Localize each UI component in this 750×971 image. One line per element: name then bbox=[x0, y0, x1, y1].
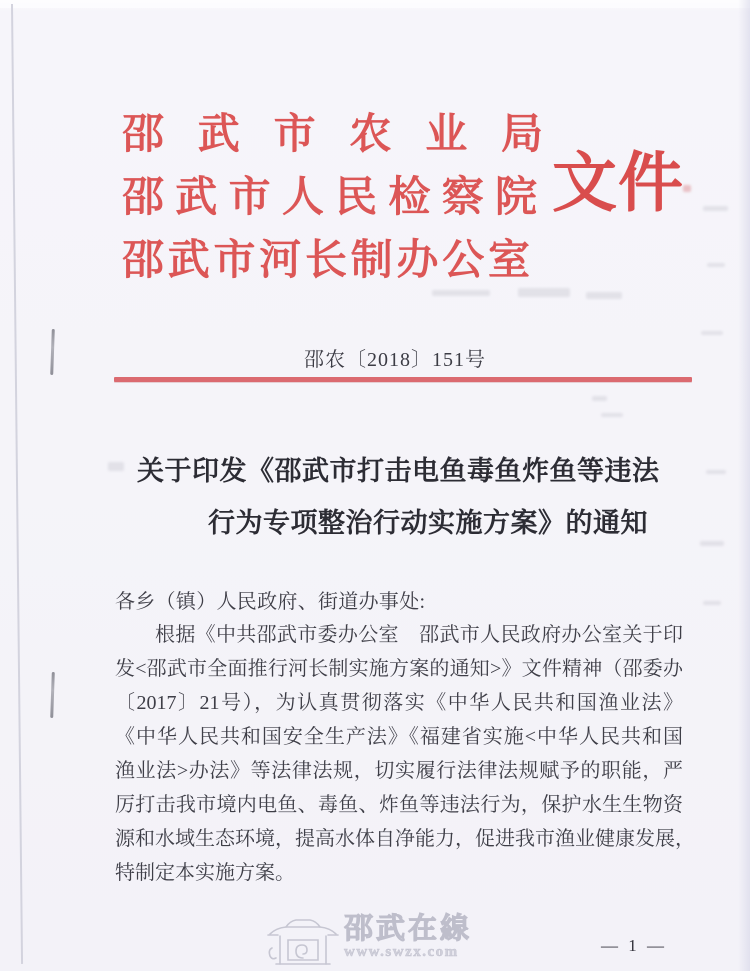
red-divider-rule bbox=[114, 377, 692, 382]
staple-mark-top bbox=[50, 329, 55, 375]
bleed-through-mark bbox=[706, 470, 726, 474]
body-text-line: 源和水域生态环境，提高水体自净能力，促进我市渔业健康发展， bbox=[115, 828, 695, 850]
document-title-line: 关于印发《邵武市打击电鱼毒鱼炸鱼等违法 bbox=[137, 456, 660, 486]
bleed-through-mark bbox=[601, 413, 623, 417]
bleed-through-mark bbox=[586, 292, 622, 299]
body-text-line: 特制定本实施方案。 bbox=[115, 862, 295, 884]
page-number: — 1 — bbox=[601, 936, 667, 955]
body-text-line: 〔2017〕21号），为认真贯彻落实《中华人民共和国渔业法》 bbox=[115, 692, 683, 714]
body-text-line: 发<邵武市全面推行河长制实施方案的通知>》文件精神（邵委办 bbox=[115, 658, 683, 680]
bleed-through-mark bbox=[700, 541, 724, 546]
bleed-through-mark bbox=[703, 601, 721, 605]
salutation-line: 各乡（镇）人民政府、街道办事处: bbox=[115, 591, 426, 613]
bleed-through-mark bbox=[701, 331, 723, 335]
bleed-through-mark bbox=[707, 263, 725, 267]
bleed-through-mark bbox=[592, 396, 607, 401]
scan-right-edge-shading bbox=[738, 0, 750, 971]
page-fold-edge-line bbox=[11, 4, 23, 964]
document-type-label: 文件 bbox=[552, 148, 685, 220]
gate-pavilion-logo-icon bbox=[266, 918, 340, 971]
bleed-through-mark bbox=[432, 290, 490, 296]
red-bleed-speck bbox=[683, 185, 691, 192]
scan-top-edge bbox=[0, 0, 750, 8]
bleed-through-mark bbox=[108, 462, 124, 471]
site-watermark bbox=[266, 914, 472, 971]
agency-name-line: 邵武市河长制办公室 bbox=[122, 238, 530, 284]
body-paragraph bbox=[115, 618, 695, 890]
body-text-line: 根据《中共邵武市委办公室 邵武市人民政府办公室关于印 bbox=[155, 624, 683, 646]
bleed-through-mark bbox=[518, 288, 570, 297]
body-text-line: 厉打击我市境内电鱼、毒鱼、炸鱼等违法行为，保护水生生物资 bbox=[115, 794, 683, 816]
document-title-line: 行为专项整治行动实施方案》的通知 bbox=[208, 508, 648, 538]
watermark-text-block bbox=[344, 914, 472, 960]
agency-name-line: 邵武市人民检察院 bbox=[122, 175, 537, 221]
letterhead-agency-block bbox=[122, 104, 543, 293]
watermark-site-url: www.swzx.com bbox=[344, 944, 459, 960]
staple-mark-bottom bbox=[50, 672, 55, 718]
body-text-line: 《中华人民共和国安全生产法》《福建省实施<中华人民共和国 bbox=[115, 726, 683, 748]
agency-name-line: 邵武市农业局 bbox=[122, 112, 543, 158]
body-text-line: 渔业法>办法》等法律法规，切实履行法律法规赋予的职能，严 bbox=[115, 760, 683, 782]
bleed-through-mark bbox=[703, 206, 728, 211]
document-reference-number: 邵农〔2018〕151号 bbox=[304, 349, 486, 371]
watermark-site-name: 邵武在線 bbox=[344, 913, 473, 945]
